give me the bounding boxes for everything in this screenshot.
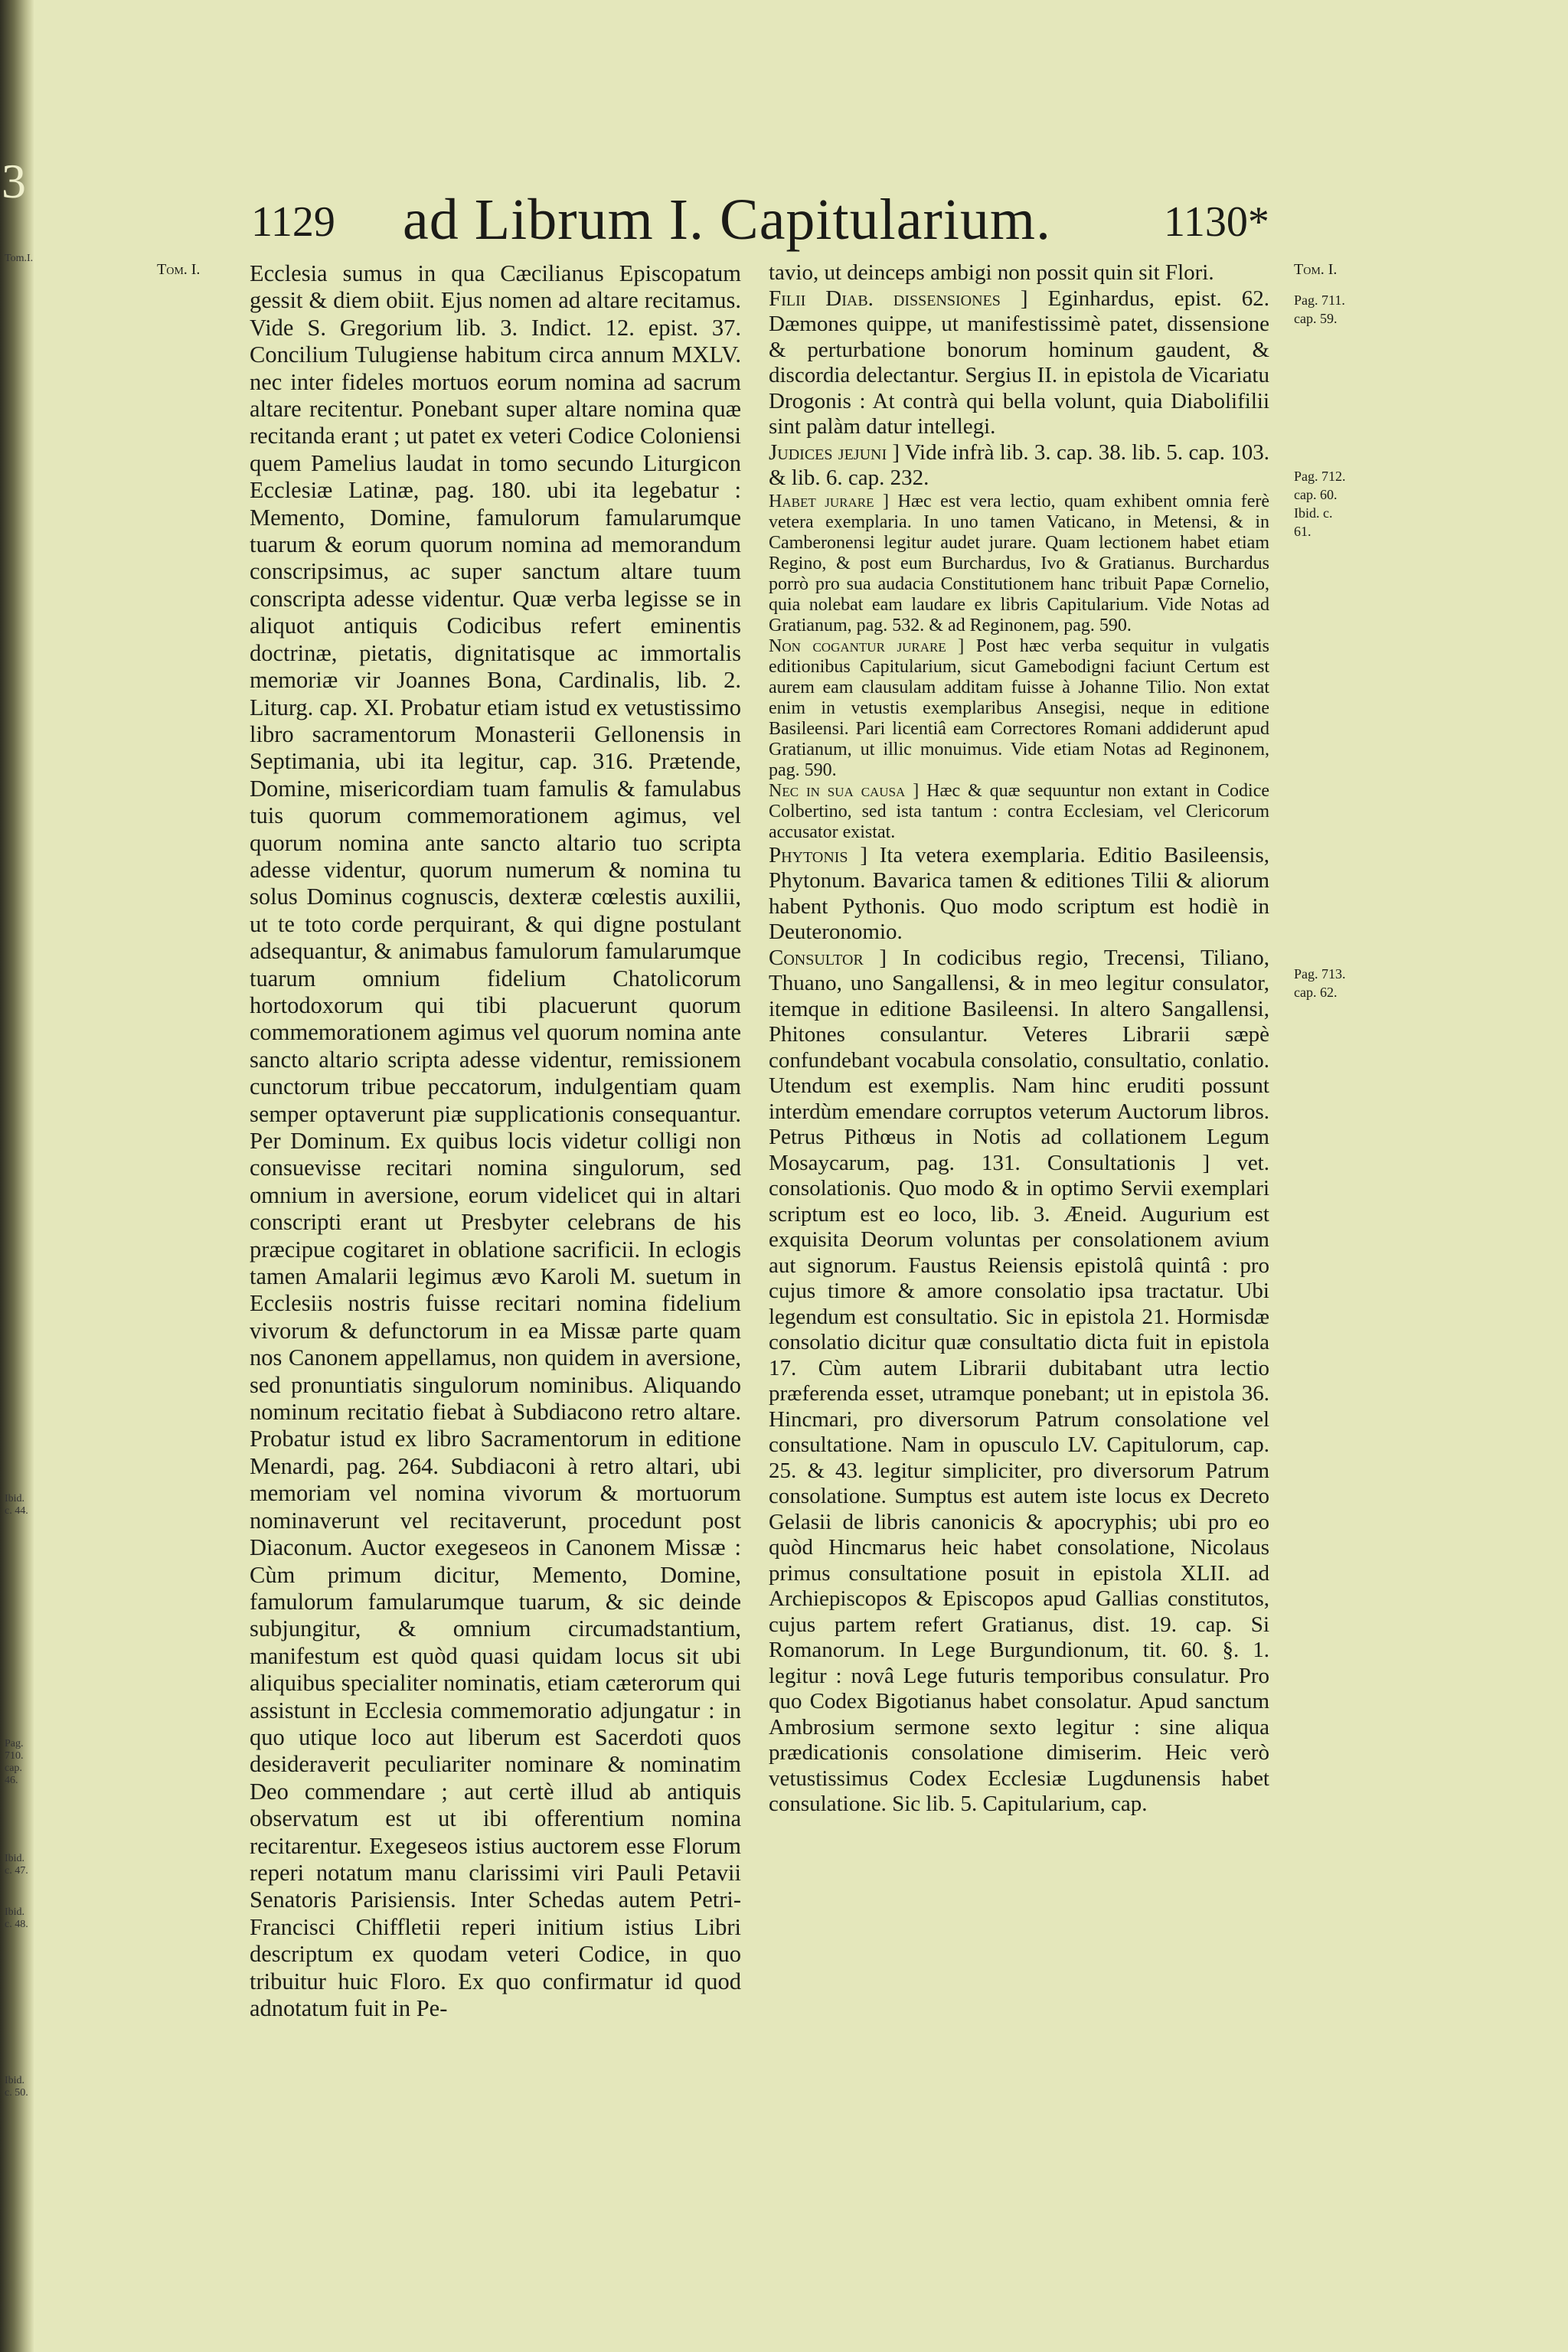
- left-column-text: Ecclesia sumus in qua Cæcilianus Episcopatum gessit & diem obiit. Ejus nomen ad altare recitamus. Vide S. Gregorium lib. 3. Indict. 12. epist. 37. Concilium Tulugiense habitum circa annum MXLV. nec inter fideles mortuos eorum nomina ad sacrum altare recitentur. Ponebant super altare nomina quæ recitanda erant ; ut patet ex veteri Codice Coloniensi quem Pamelius laudat in tomo secundo Liturgicon Ecclesiæ Latinæ, pag. 180. ubi ita legebatur : Memento, Domine, famulorum famularumque tuarum & eorum quorum nomina ad memorandum conscripsimus, ac super sanctum altare tuum conscripta adesse videntur. Quæ verba legisse se in aliquot antiquis Codicibus refert eminentis doctrinæ, pietatis, dignitatisque ac immortalis memoriæ vir Joannes Bona, Cardinalis, lib. 2. Liturg. cap. XI. Probatur etiam istud ex vetustissimo libro sacramentorum Monasterii Gellonensis in Septimania, ubi ita legitur, cap. 316. Prætende, Domine, misericordiam tuam famulis & famulabus tuis quorum commemorationem agimus, vel quorum nomina ante sancto altario tuo scripta adesse videntur, quorum numerum & nomina tu solus Dominus cognuscis, dexteræ cœlestis auxilii, ut te toto corde perquirant, & qui digne postulant adsequantur, & animabus famulorum famularumque tuarum omnium fidelium Chatolicorum hortodoxorum qui tibi placuerunt quorum commemorationem agimus vel quorum nomina ante sancto altario scripta adesse videntur, remissionem cunctorum tribue peccatorum, indulgentiam quam semper optaverunt piæ supplicationis consequantur. Per Dominum. Ex quibus locis videtur colligi non consuevisse recitari nomina singulorum, sed omnium in aversione, eorum videlicet qui in altari conscripti erant ut Presbyter celebrans de his præcipue cogitaret in oblatione sacrificii. In eclogis tamen Amalarii legimus ævo Karoli M. suetum in Ecclesiis nostris fuisse recitari nomina fidelium vivorum & defunctorum in ea Missæ parte quam nos Canonem appellamus, non quidem in aversione, sed pronuntiatis singulorum nominibus. Aliquando nominum recitatio fiebat à Subdiacono retro altare. Probatur istud ex libro Sacramentorum in editione Menardi, pag. 264. Subdiaconi à retro altari, ubi memoriam vel nomina vivorum & mortuorum nominaverunt vel recitaverunt, procedunt post Diaconum. Auctor exegeseos in Canonem Missæ : Cùm primum dicitur, Memento, Domine, famulorum famularumque tuarum, & sic deinde subjungitur, & omnium circumadstantium, manifestum est quòd quasi quidam locus sit ubi aliquibus specialiter nominatis, etiam cæterorum qui assistunt in Ecclesia commemoratio adjungatur : in quo utique loco aut liberum est Sacerdoti quos desideraverit peculiariter nominare & nominatim Deo commendare ; aut certè illud ab antiquis observatum est ut ibi offerentium nomina recitarentur. Exegeseos istius auctorem esse Florum reperi notatum manu clarissimi viri Pauli Petavii Senatoris Parisiensis. Inter Schedas autem Petri-Francisci Chiffletii reperi initium istius Libri descriptum ex quodam veteri Codice, in quo tribuitur huic Floro. Ex quo confirmatur id quod adnotatum fuit in Pe-: [250, 260, 741, 2021]
- margin-note-left: Tom. I.: [157, 261, 201, 278]
- page-number-left: 1129: [251, 198, 335, 246]
- note-text: Hæc & quæ sequuntur non extant in Codice Colbertino, sed ista tantum : contra Ecclesiam, vel Clericorum accusator existat.: [769, 780, 1269, 842]
- margin-note-right: Pag. 713. cap. 62.: [1294, 966, 1346, 1000]
- gutter-glyph: 3: [2, 154, 26, 208]
- note-text: Ita vetera exemplaria. Editio Basileensis, Phytonum. Bavarica tamen & editiones Tilii & aliorum habent Pythonis. Quo modo scriptum est hodiè in Deuteronomio.: [769, 842, 1269, 944]
- right-paragraph: [769, 286, 1269, 440]
- lemma: Non cogantur jurare ]: [769, 635, 965, 656]
- right-paragraph: [769, 781, 1269, 843]
- gutter-mark: Ibid. c. 47.: [5, 1853, 28, 1877]
- lemma: Filii Diab. dissensiones ]: [769, 286, 1028, 311]
- gutter-mark: Tom.I.: [5, 253, 34, 264]
- gutter-mark: Ibid. c. 44.: [5, 1493, 28, 1517]
- page-title: ad Librum I. Capitularium.: [403, 188, 1052, 252]
- lemma: Nec in sua causa ]: [769, 780, 920, 801]
- margin-note-right: Pag. 712. cap. 60. Ibid. c. 61.: [1294, 469, 1346, 539]
- gutter-mark: Ibid. c. 48.: [5, 1906, 28, 1930]
- note-text: In codicibus regio, Trecensi, Tiliano, Thuano, uno Sangallensi, & in meo legitur consulator, itemque in editione Basileensi. In altero Sangallensi, Phitones consulantur. Veteres Librarii sæpè confundebant vocabula consolatio, consultatio, conlatio. Utendum est exemplis. Nam hinc eruditi possunt interdùm emendare corruptos veterum Auctorum libros. Petrus Pithœus in Notis ad collationem Legum Mosaycarum, pag. 131. Consultationis ] vet. consolationis. Quo modo & in optimo Servii exemplari scriptum est eo loco, lib. 3. Æneid. Augurium est exquisita Deorum voluntas per consolationem avium aut signorum. Faustus Reiensis epistolâ quintâ : pro cujus timore & amore consolatio ipsa tractatur. Ubi legendum est consultatio. Sic in epistola 21. Hormisdæ consolatio dicitur quæ consultatio dicta fuit in epistola 17. Cùm autem Librarii dubitabant utra lectio præferenda esset, utramque ponebant; ut in epistola 36. Hincmari, pro diversorum Patrum consolatione vel consultatione. Nam in opusculo LV. Capitulorum, cap. 25. & 43. legitur simpliciter, pro diversorum Patrum consolatione. Sumptus est autem iste locus ex Decreto Gelasii de libris canonicis & apocryphis; ubi pro eo quòd Hincmarus heic habet consolatione, Nicolaus primus consultatione posuit in epistola XLII. ad Archiepiscopos & Episcopos apud Gallias constitutos, cujus partem refert Gratianus, dist. 19. cap. Si Romanorum. In Lege Burgundionum, tit. 60. §. 1. legitur : novâ Lege futuris temporibus consulatur. Pro quo Codex Bigotianus habet consolatur. Apud sanctum Ambrosium sermone sexto legitur : sine aliqua prædicationis consolatione dimiserim. Heic verò vetustissimus Codex Ecclesiæ Lugdunensis habet consulatione. Sic lib. 5. Capitularium, cap.: [769, 945, 1269, 1816]
- right-paragraph: [769, 946, 1269, 1818]
- margin-note-right: Pag. 711. cap. 59.: [1294, 292, 1345, 326]
- gutter-mark: Ibid. c. 50.: [5, 2075, 28, 2099]
- left-column: [250, 260, 741, 2082]
- lemma: Habet jurare ]: [769, 491, 890, 511]
- binding-gutter: [0, 0, 34, 2352]
- page-number-right: 1130*: [1164, 198, 1269, 246]
- running-header: [0, 188, 1568, 253]
- lemma: Phytonis ]: [769, 842, 867, 867]
- note-text: Vide infrà lib. 3. cap. 38. lib. 5. cap. 103. & lib. 6. cap. 232.: [769, 439, 1269, 490]
- right-paragraph: [769, 440, 1269, 492]
- right-paragraph: [769, 492, 1269, 636]
- right-column: [769, 260, 1269, 2082]
- right-paragraph: tavio, ut deinceps ambigi non possit quin sit Flori.: [769, 260, 1214, 285]
- note-text: Eginhardus, epist. 62. Dæmones quippe, ut manifestissimè patet, dissensione & perturbatione bonorum hominum gaudent, & discordia delectantur. Sergius II. in epistola de Vicariatu Drogonis : At contrà qui bella volunt, quia Diabolifilii sint palàm datur intellegi.: [769, 286, 1269, 439]
- note-text: Post hæc verba sequitur in vulgatis editionibus Capitularium, sicut Gamebodigni faciunt Certum est aurem eam clausulam additam fuisse à Johanne Tilio. Non extat enim in vetustis exemplaribus Ansegisi, neque in editione Basileensi. Pari licentiâ eam Correctores Romani addiderunt apud Gratianum, ut illic monuimus. Vide etiam Notas ad Reginonem, pag. 590.: [769, 635, 1269, 780]
- note-text: Hæc est vera lectio, quam exhibent omnia ferè vetera exemplaria. In uno tamen Vaticano, in Metensi, & in Camberonensi legitur audet jurare. Quam lectionem habet etiam Regino, & post eum Burchardus, Ivo & Gratianus. Burchardus porrò pro sua audacia Constitutionem hanc tribuit Papæ Cornelio, quia nolebat eam laudare ex libris Capitularium. Vide Notas ad Gratianum, pag. 532. & ad Reginonem, pag. 590.: [769, 491, 1269, 635]
- right-paragraph: [769, 636, 1269, 781]
- lemma: Consultor ]: [769, 945, 887, 970]
- gutter-mark: Pag. 710. cap. 46.: [5, 1738, 24, 1786]
- lemma: Judices jejuni ]: [769, 439, 900, 465]
- margin-note-right: Tom. I.: [1294, 261, 1338, 278]
- right-paragraph: [769, 843, 1269, 946]
